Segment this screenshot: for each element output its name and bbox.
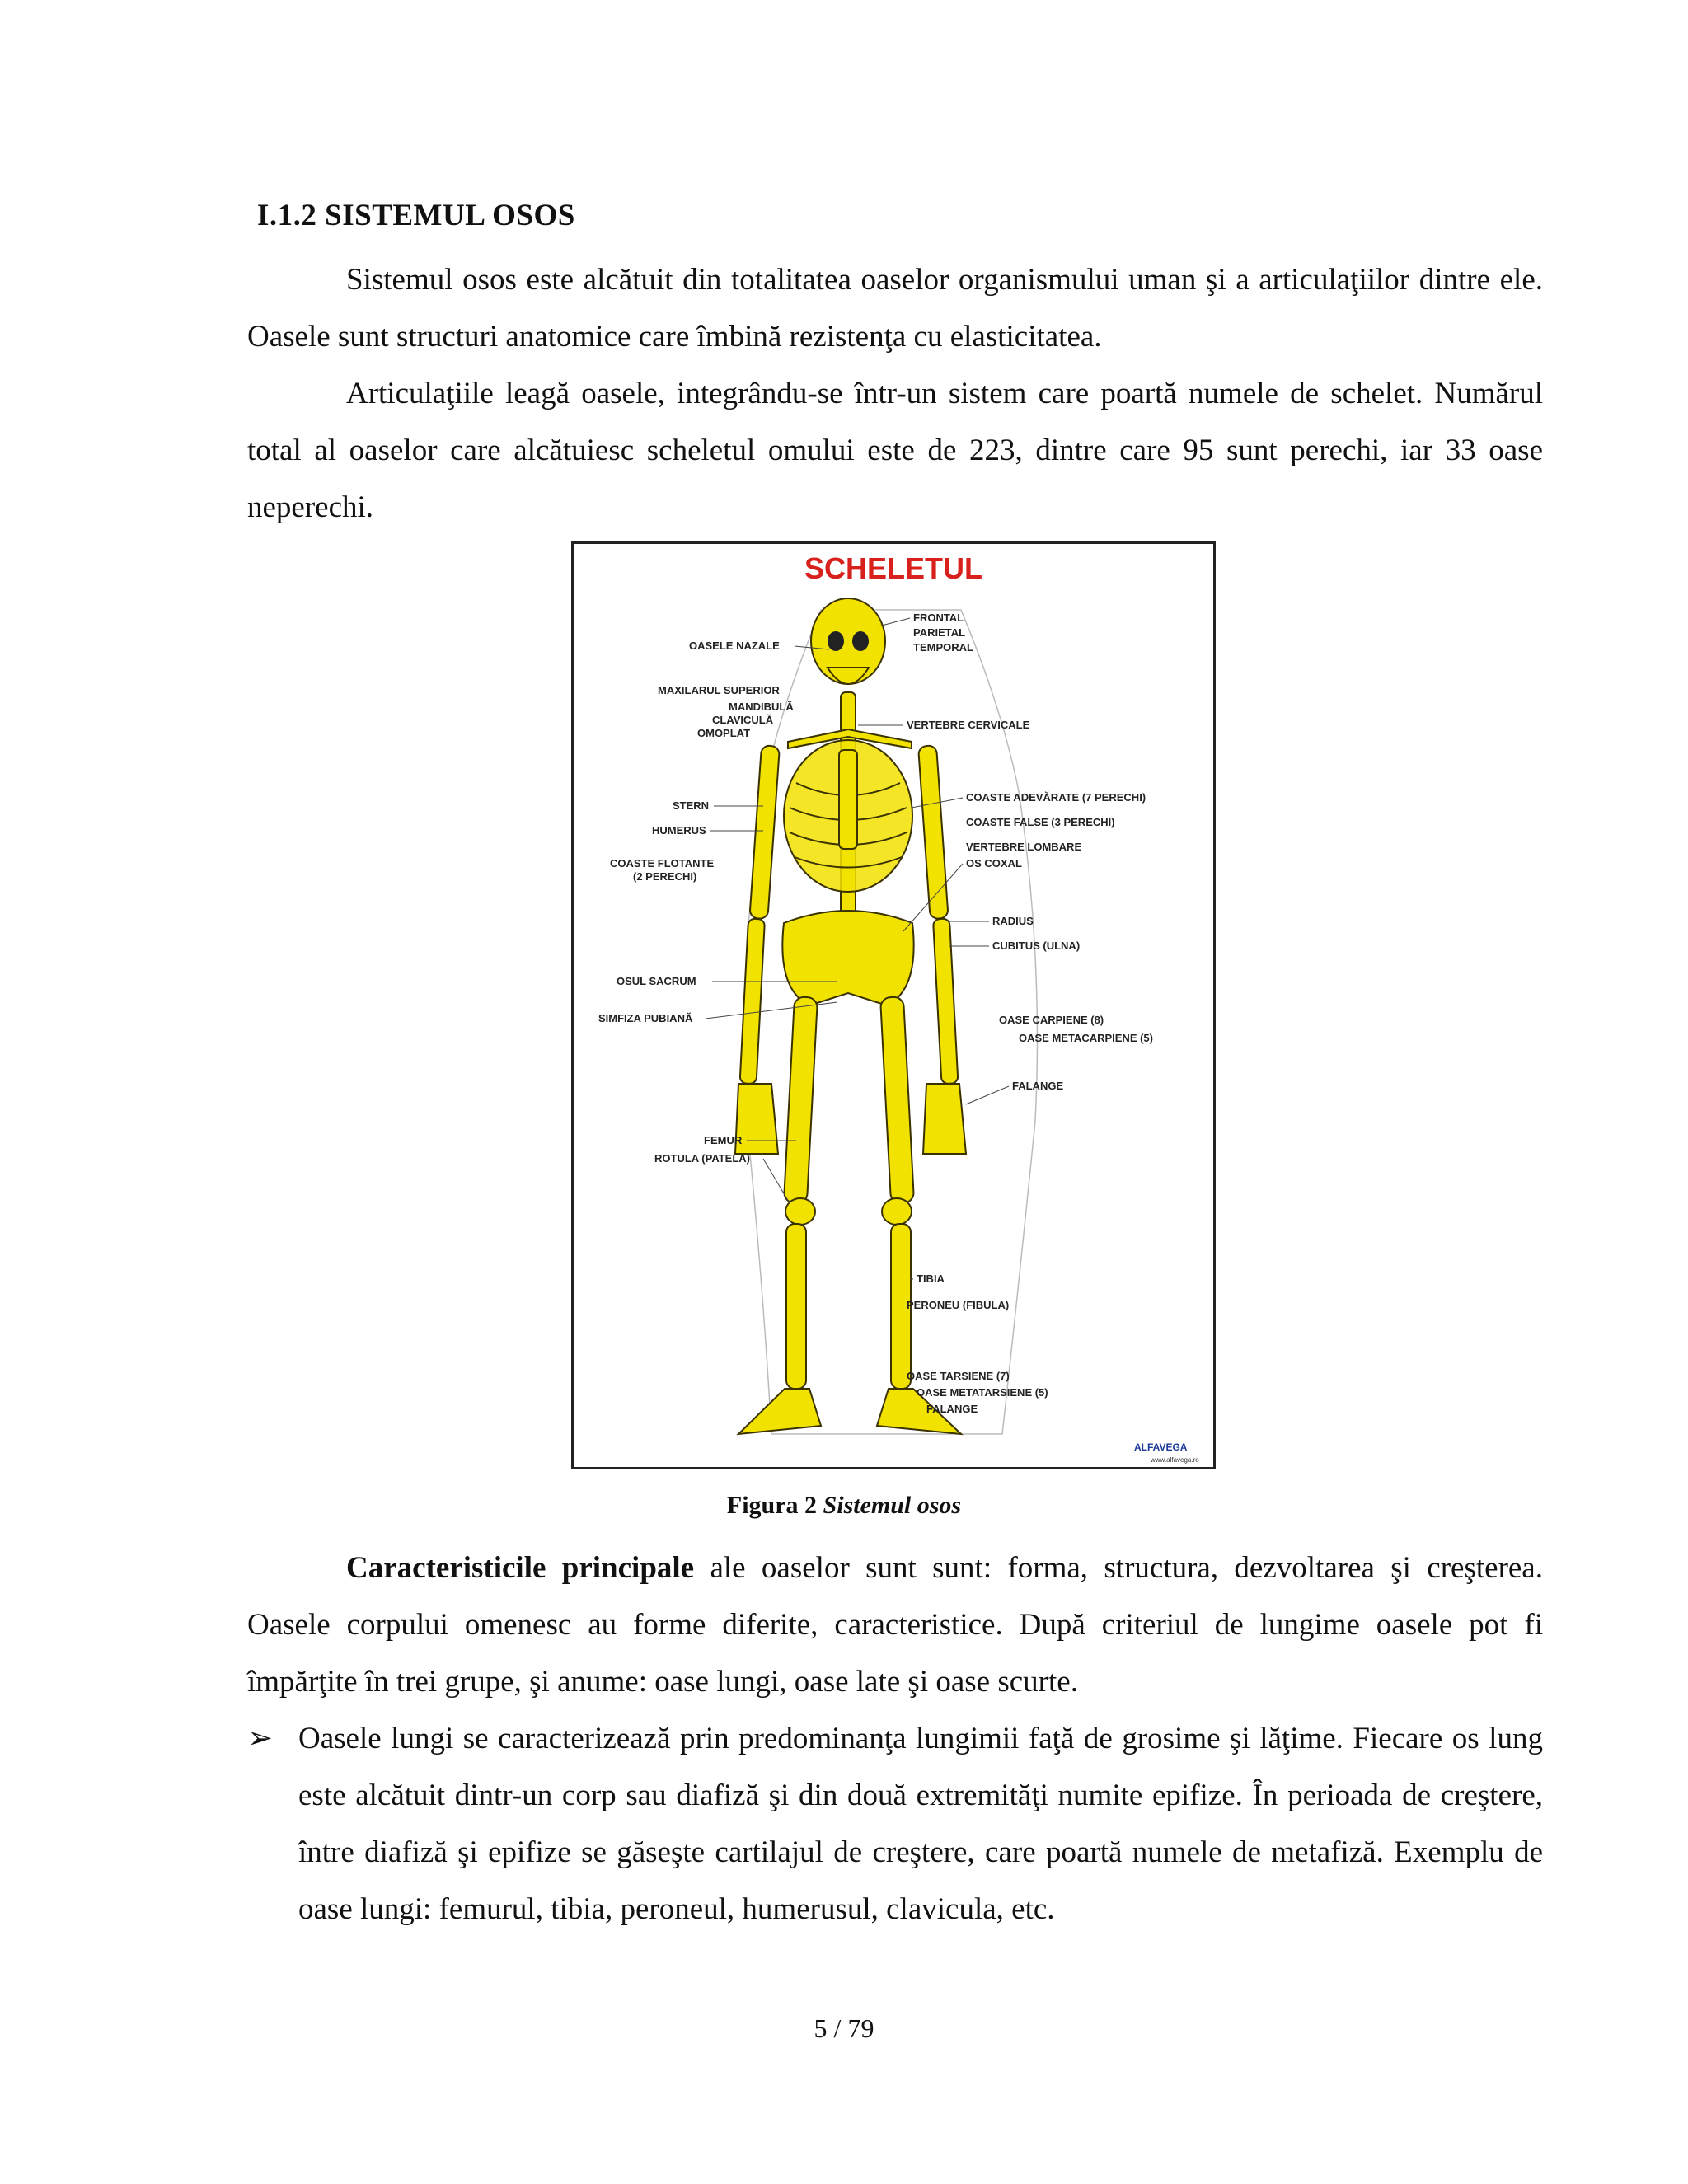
- humerus-left: [749, 745, 780, 919]
- label-falange-hand: FALANGE: [1012, 1080, 1064, 1092]
- skeleton-figure: [571, 541, 1216, 1469]
- label-oase-carpiene: OASE CARPIENE (8): [999, 1014, 1104, 1026]
- leader-line: [879, 618, 910, 626]
- label-peroneu: PERONEU (FIBULA): [907, 1299, 1010, 1311]
- label-oase-metacarpiene: OASE METACARPIENE (5): [1019, 1032, 1153, 1044]
- caption-title: Sistemul osos: [823, 1492, 962, 1519]
- eye-socket-right: [852, 631, 869, 651]
- paragraph-1: Sistemul osos este alcătuit din totalitatea oaselor organismului uman şi a articulaţiilor dintre ele. Oasele sunt structuri anatomice care îmbină rezistenţa cu elasticitatea.: [247, 263, 1543, 354]
- pelvis: [782, 911, 913, 1005]
- femur-left: [784, 996, 818, 1203]
- label-oase-metatarsiene: OASE METATARSIENE (5): [917, 1386, 1048, 1399]
- skeleton-illustration: [574, 544, 1213, 1467]
- label-vertebre-lombare: VERTEBRE LOMBARE: [966, 841, 1082, 853]
- bullet-text: Oasele lungi se caracterizează prin predominanţa lungimii faţă de grosime şi lăţime. Fiecare os lung este alcătuit dintr-un corp sau diafiză şi din două extremităţi numite epifize. În perioada de creştere, între diafiză şi epifize se găseşte cartilajul de creştere, care poartă numele de metafiză. Exemplu de oase lungi: femurul, tibia, peroneul, humerusul, clavicula, etc.: [298, 1722, 1543, 1926]
- label-frontal: FRONTAL: [913, 612, 964, 624]
- caption-prefix: Figura 2: [726, 1492, 818, 1519]
- label-stern: STERN: [673, 799, 710, 812]
- label-osul-sacrum: OSUL SACRUM: [617, 975, 696, 987]
- label-radius: RADIUS: [992, 915, 1034, 927]
- femur-right: [880, 996, 914, 1203]
- brand-website: www.alfavega.ro: [1151, 1456, 1199, 1464]
- arrow-bullet-icon: ➢: [247, 1722, 274, 1755]
- eye-socket-left: [828, 631, 844, 651]
- paragraph-2: Articulaţiile leagă oasele, integrându-se într-un sistem care poartă numele de schelet. Numărul total al oaselor care alcătuiesc scheletul omului este de 223, dintre care 95 sunt perechi, iar 33 oase neperechi.: [247, 377, 1543, 524]
- label-parietal: PARIETAL: [913, 626, 966, 639]
- section-heading: I.1.2 SISTEMUL OSOS: [257, 199, 575, 232]
- forearm-left: [740, 918, 765, 1084]
- label-coaste-flotante: COASTE FLOTANTE: [610, 857, 715, 869]
- label-vertebre-cervicale: VERTEBRE CERVICALE: [907, 719, 1030, 731]
- figure-caption: [0, 1492, 1688, 1520]
- label-oasele-nazale: OASELE NAZALE: [689, 640, 780, 652]
- leader-line: [966, 1086, 1009, 1104]
- brand-logo: ALFAVEGA: [1134, 1441, 1188, 1453]
- label-mandibula: MANDIBULĂ: [729, 701, 794, 713]
- label-falange-foot: FALANGE: [926, 1403, 978, 1415]
- tibia-left: [786, 1224, 806, 1389]
- forearm-right: [933, 918, 958, 1084]
- label-coaste-adevarate: COASTE ADEVĂRATE (7 PERECHI): [966, 791, 1146, 804]
- hand-right: [923, 1084, 966, 1154]
- humerus-right: [918, 745, 949, 919]
- label-simfiza-pubiana: SIMFIZA PUBIANĂ: [598, 1012, 693, 1024]
- label-cubitus: CUBITUS (ULNA): [992, 940, 1081, 952]
- label-temporal: TEMPORAL: [913, 641, 973, 654]
- paragraph-3-text: ale oaselor sunt sunt: forma, structura, dezvoltarea şi creşterea. Oasele corpului omenesc au forme diferite, caracteristice. După criteriul de lungime oasele pot fi împărţite în trei grupe, şi anume: oase lungi, oase late şi oase scurte.: [247, 1551, 1543, 1699]
- page-number: 5 / 79: [814, 2013, 874, 2043]
- label-omoplat: OMOPLAT: [697, 727, 751, 739]
- label-maxilarul-superior: MAXILARUL SUPERIOR: [658, 684, 780, 696]
- label-clavicula: CLAVICULĂ: [712, 714, 774, 726]
- foot-left: [738, 1389, 821, 1434]
- sternum: [839, 750, 857, 849]
- patella-left: [785, 1198, 815, 1225]
- bullet-item: [247, 1710, 1543, 1938]
- label-os-coxal: OS COXAL: [966, 857, 1022, 869]
- label-coaste-false: COASTE FALSE (3 PERECHI): [966, 816, 1115, 828]
- label-tibia: TIBIA: [917, 1272, 945, 1285]
- paragraph-3-lead: Caracteristicile principale: [346, 1551, 695, 1585]
- label-rotula: ROTULA (PATELA): [654, 1152, 751, 1165]
- figure-title: SCHELETUL: [804, 551, 982, 585]
- label-humerus: HUMERUS: [652, 824, 706, 837]
- label-femur: FEMUR: [704, 1134, 743, 1146]
- label-oase-tarsiene: OASE TARSIENE (7): [907, 1370, 1010, 1382]
- patella-right: [882, 1198, 912, 1225]
- paragraph-3: [247, 1540, 1543, 1710]
- label-coaste-flotante-count: (2 PERECHI): [633, 870, 697, 883]
